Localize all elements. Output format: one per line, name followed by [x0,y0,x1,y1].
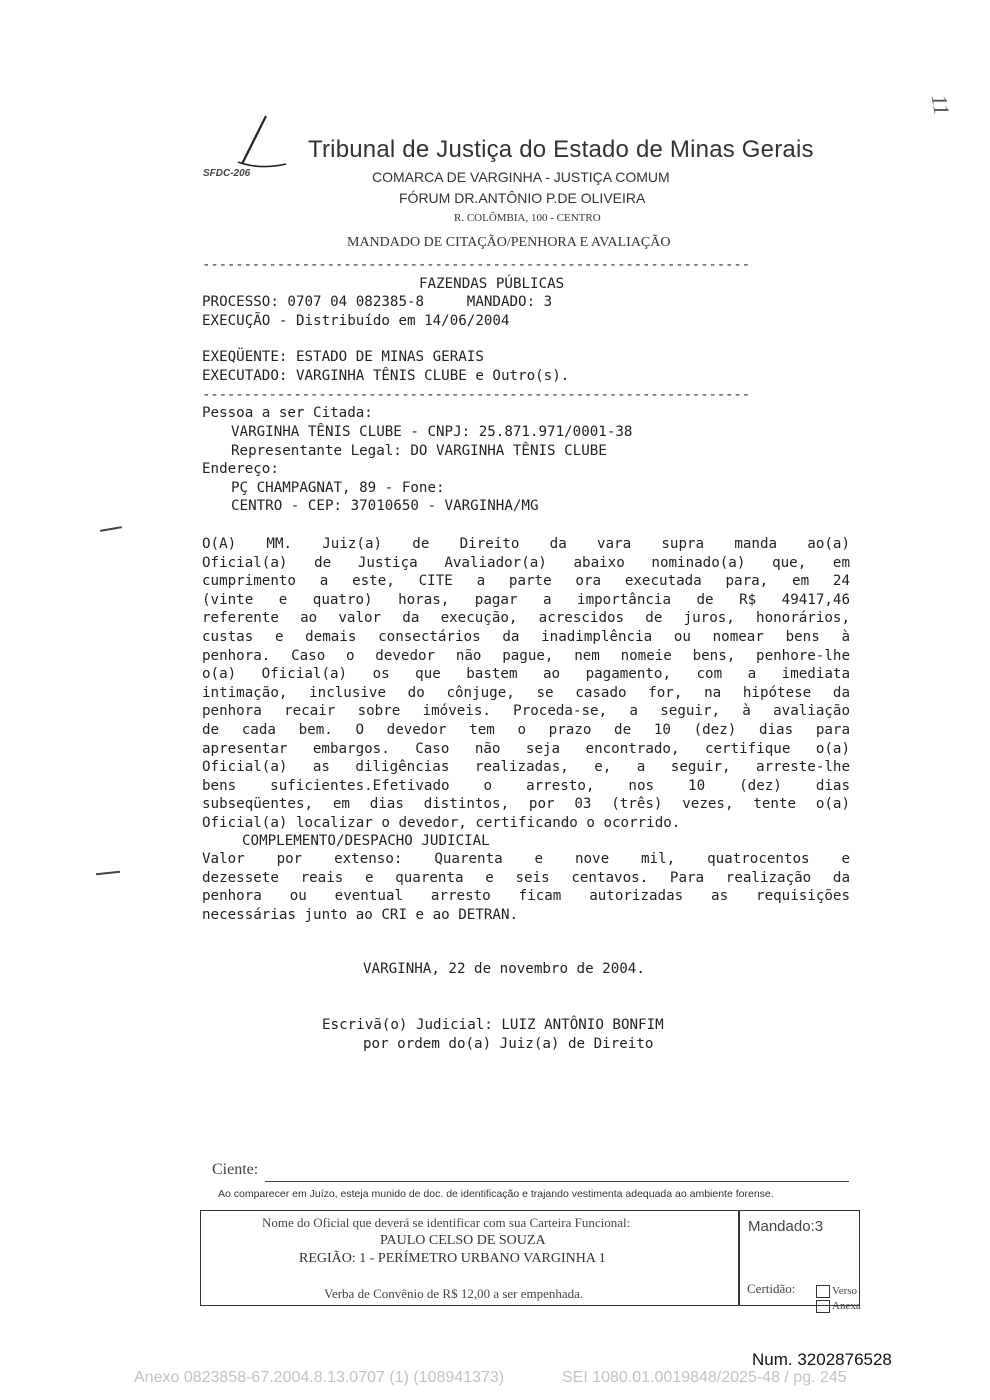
executado-line: EXECUTADO: VARGINHA TÊNIS CLUBE e Outro(s). [202,368,570,384]
comarca: COMARCA DE VARGINHA - JUSTIÇA COMUM [372,169,670,185]
paragraph-line: custas e demais consectários da inadimplência ou nomear bens à [202,628,850,645]
officer-label: Nome do Oficial que deverá se identificar com sua Carteira Funcional: [262,1215,631,1230]
mandado-paragraph [202,535,850,833]
anexa-option[interactable] [805,1288,861,1325]
paragraph-line: cumprimento a este, CITE a parte ora executada para, em 24 [202,573,850,590]
anexa-label: Anexa [832,1300,861,1313]
paragraph-line: o(a) Oficial(a) os que bastem ao pagamento, com a imediata [202,666,850,683]
paragraph-line: Oficial(a) localizar o devedor, certificando o ocorrido. [202,814,681,831]
separator-top: ------------------------------------------------------------------ [202,257,750,273]
complemento-paragraph [202,850,850,924]
endereco-label: Endereço: [202,461,279,477]
paragraph-line: bens suficientes.Efetivado o arresto, nos 10 (dez) dias [202,777,850,794]
officer-box [200,1210,861,1313]
forum: FÓRUM DR.ANTÔNIO P.DE OLIVEIRA [399,190,646,206]
paragraph-line: penhora. Caso o devedor não pague, nem nomeie bens, penhore-lhe [202,647,850,664]
box-divider [738,1211,740,1305]
logo-code: SFDC-206 [203,168,251,179]
complemento-line: penhora ou eventual arresto ficam autorizadas as requisições [202,888,850,905]
paragraph-line: intimação, inclusive do cônjuge, se casado for, na hipótese da [202,684,850,701]
document-number: Num. 3202876528 [752,1350,892,1369]
complemento-line: necessárias junto ao CRI e ao DETRAN. [202,906,519,923]
ciente-signature-line[interactable] [265,1181,849,1182]
sei-reference: SEI 1080.01.0019848/2025-48 / pg. 245 [562,1369,847,1386]
verso-label: Verso [832,1285,858,1298]
paragraph-line: referente ao valor da execução, acrescidos de juros, honorários, [202,610,850,627]
exequente-line: EXEQÜENTE: ESTADO DE MINAS GERAIS [202,349,484,365]
date-line: VARGINHA, 22 de novembro de 2004. [363,961,645,977]
verba: Verba de Convênio de R$ 12,00 a ser empenhada. [324,1286,584,1301]
execucao-line: EXECUÇÃO - Distribuído em 14/06/2004 [202,313,510,329]
complemento-line: dezessete reais e quarenta e seis centavos. Para realização da [202,869,850,886]
anexa-checkbox[interactable] [816,1300,830,1313]
pessoa-label: Pessoa a ser Citada: [202,405,373,421]
paragraph-line: (vinte e quatro) horas, pagar a importância de R$ 49417,46 [202,591,850,608]
paragraph-line: penhora recair sobre imóveis. Proceda-se, a seguir, à avaliação [202,703,850,720]
ciente-label: Ciente: [212,1161,259,1178]
section-title: FAZENDAS PÚBLICAS [419,276,565,292]
complemento-label: COMPLEMENTO/DESPACHO JUDICIAL [242,833,490,849]
representante: Representante Legal: DO VARGINHA TÊNIS CLUBE [231,443,607,459]
endereco-line-2: CENTRO - CEP: 37010650 - VARGINHA/MG [231,498,539,514]
paragraph-line: Oficial(a) de Justiça Avaliador(a) abaixo nominado(a) que, em [202,554,850,571]
margin-mark-1 [100,526,122,532]
processo-line: PROCESSO: 0707 04 082385-8 MANDADO: 3 [202,294,553,310]
signature-line-2: por ordem do(a) Juiz(a) de Direito [363,1036,654,1052]
pessoa-name: VARGINHA TÊNIS CLUBE - CNPJ: 25.871.971/0001-38 [231,424,633,440]
paragraph-line: apresentar embargos. Caso não seja encontrado, certifique o(a) [202,740,850,757]
regiao: REGIÃO: 1 - PERÍMETRO URBANO VARGINHA 1 [299,1251,606,1266]
mandado-number: Mandado:3 [748,1218,824,1235]
paragraph-line: O(A) MM. Juiz(a) de Direito da vara supra manda ao(a) [202,536,850,552]
officer-name: PAULO CELSO DE SOUZA [380,1233,546,1248]
paragraph-line: subseqüentes, em dias distintos, por 03 (três) vezes, tente o(a) [202,796,850,813]
appearance-instructions: Ao comparecer em Juízo, esteja munido de doc. de identificação e trajando vestimenta adequada ao ambiente forense. [218,1188,774,1200]
paragraph-line: Oficial(a) as diligências realizadas, e, a seguir, arreste-lhe [202,759,850,776]
anexo-reference: Anexo 0823858-67.2004.8.13.0707 (1) (108941373) [134,1369,505,1386]
document-title: MANDADO DE CITAÇÃO/PENHORA E AVALIAÇÃO [347,235,671,250]
margin-mark-2 [96,871,120,875]
endereco-line-1: PÇ CHAMPAGNAT, 89 - Fone: [231,480,445,496]
signature-line-1: Escrivã(o) Judicial: LUIZ ANTÔNIO BONFIM [322,1017,664,1033]
separator-bottom: ------------------------------------------------------------------ [202,387,750,403]
margin-handwritten-note: 11 [926,92,955,118]
forum-address: R. COLÔMBIA, 100 - CENTRO [454,212,601,224]
court-title: Tribunal de Justiça do Estado de Minas Gerais [308,136,814,163]
paragraph-line: de cada bem. O devedor tem o prazo de 10 (dez) dias para [202,721,850,738]
complemento-line: Valor por extenso: Quarenta e nove mil, quatrocentos e [202,851,850,867]
certidao-label: Certidão: [747,1281,796,1296]
